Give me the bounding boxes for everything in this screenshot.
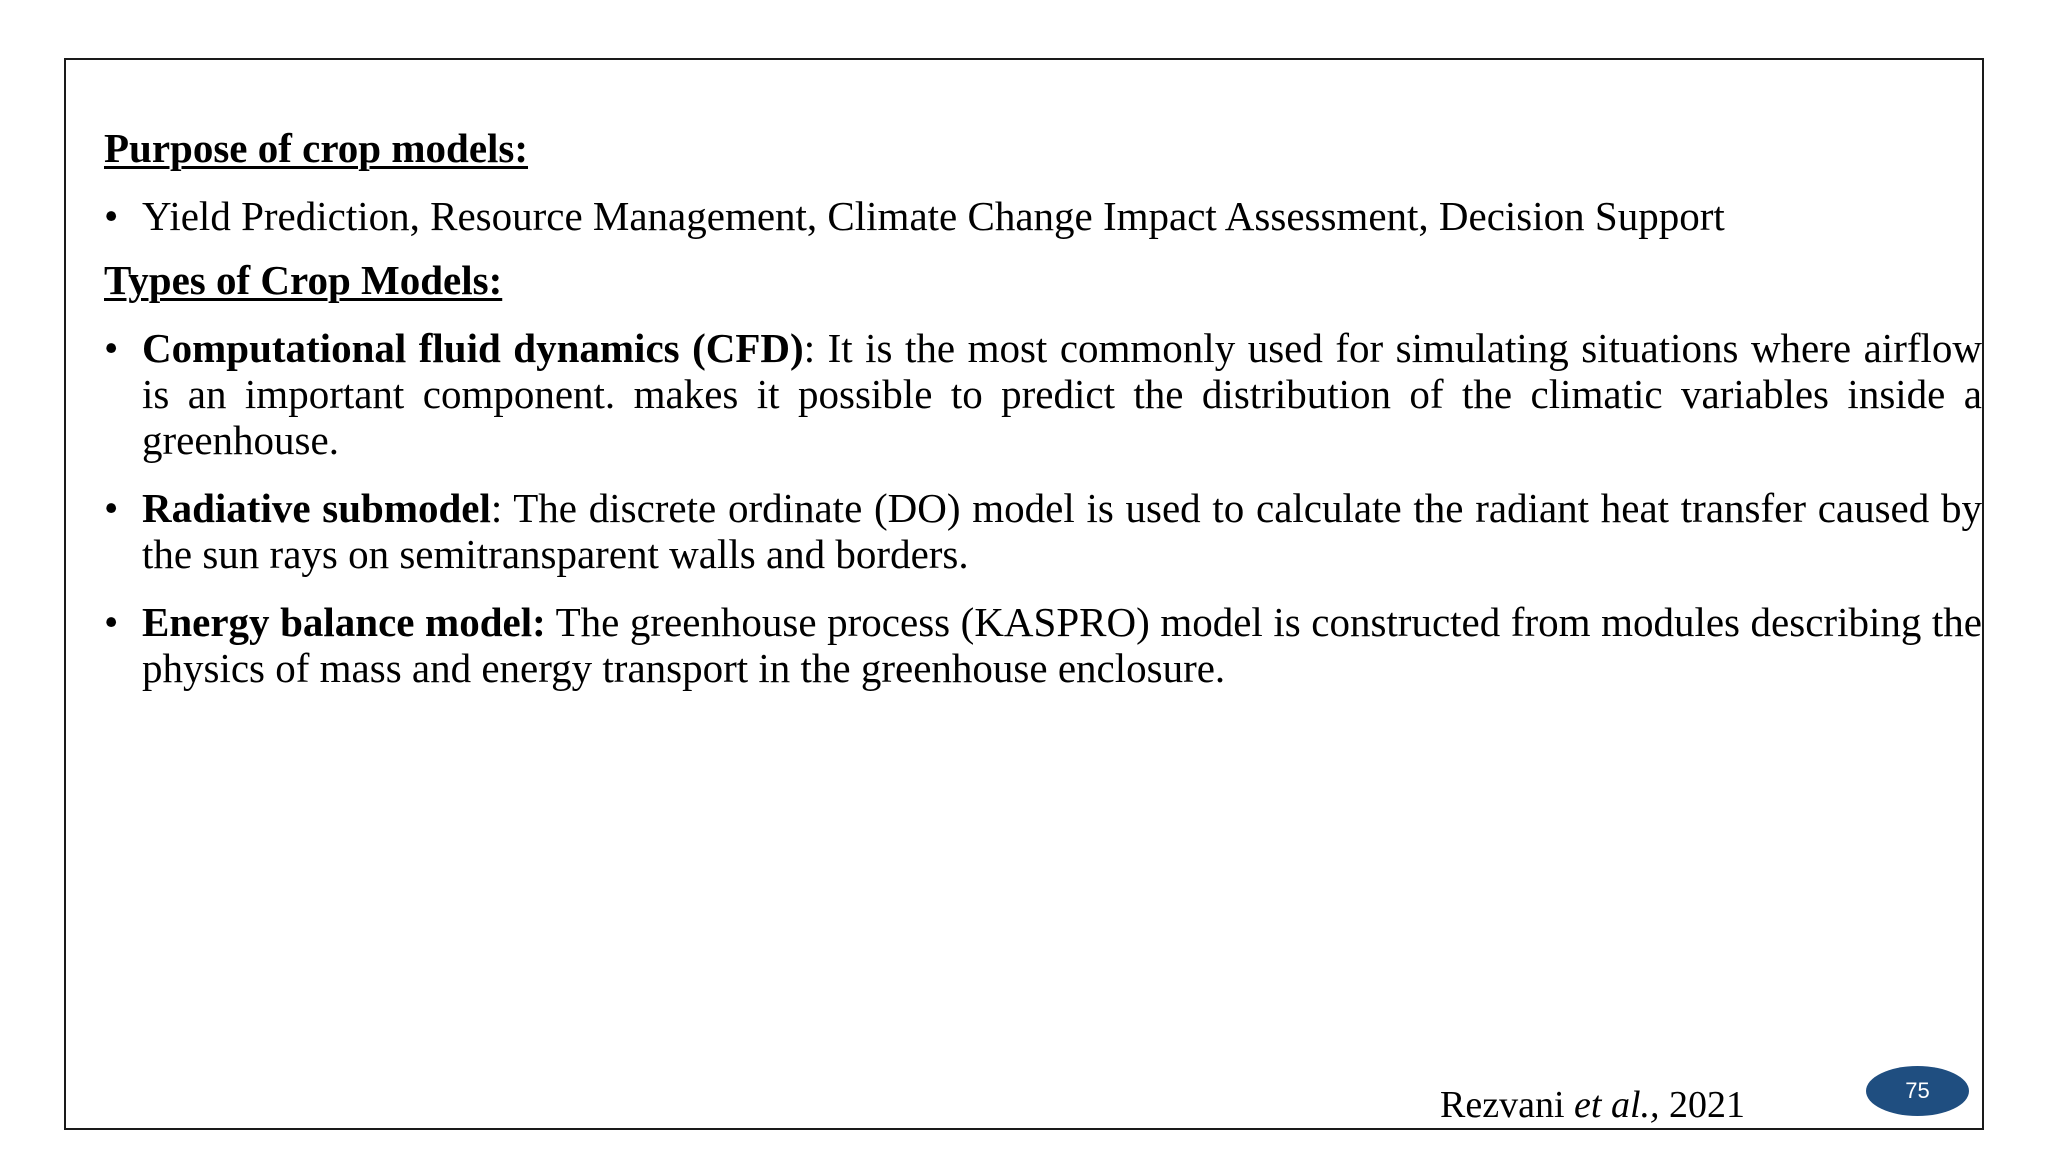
- bullet-icon: •: [104, 325, 119, 371]
- citation-author: Rezvani: [1440, 1084, 1575, 1126]
- type-description: The greenhouse process (KASPRO) model is constructed from modules describing the physics of mass and energy transport in the greenhouse enclosure.: [142, 599, 1982, 691]
- citation-year: 2021: [1659, 1084, 1745, 1126]
- heading-purpose: Purpose of crop models:: [104, 125, 529, 171]
- type-item-cfd: [104, 325, 1982, 463]
- purpose-list: [104, 193, 1984, 239]
- bullet-icon: •: [104, 485, 119, 531]
- citation: [1440, 1083, 1745, 1127]
- heading-types: Types of Crop Models:: [104, 257, 503, 303]
- type-separator: :: [490, 485, 503, 531]
- type-term: Energy balance model:: [142, 599, 546, 645]
- page-number-badge: 75: [1866, 1066, 1969, 1116]
- type-description: It is the most commonly used for simulating situations where airflow is an important component. makes it possible to predict the distribution of the climatic variables inside a greenhouse.: [142, 325, 1983, 463]
- bullet-icon: •: [104, 599, 119, 645]
- type-separator: :: [803, 325, 816, 371]
- type-term: Radiative submodel: [142, 485, 491, 531]
- purpose-bullet-text: Yield Prediction, Resource Management, Climate Change Impact Assessment, Decision Support: [142, 193, 1725, 239]
- types-list: [104, 325, 1984, 691]
- purpose-bullet-item: [104, 193, 1984, 239]
- type-item-energy: [104, 599, 1982, 691]
- citation-etal: et al.,: [1574, 1084, 1660, 1126]
- slide-content: [104, 125, 1984, 691]
- type-description: The discrete ordinate (DO) model is used to calculate the radiant heat transfer caused by the sun rays on semitransparent walls and borders.: [142, 485, 1982, 577]
- bullet-icon: •: [104, 193, 119, 239]
- type-item-radiative: [104, 485, 1982, 577]
- type-term: Computational fluid dynamics (CFD): [142, 325, 804, 371]
